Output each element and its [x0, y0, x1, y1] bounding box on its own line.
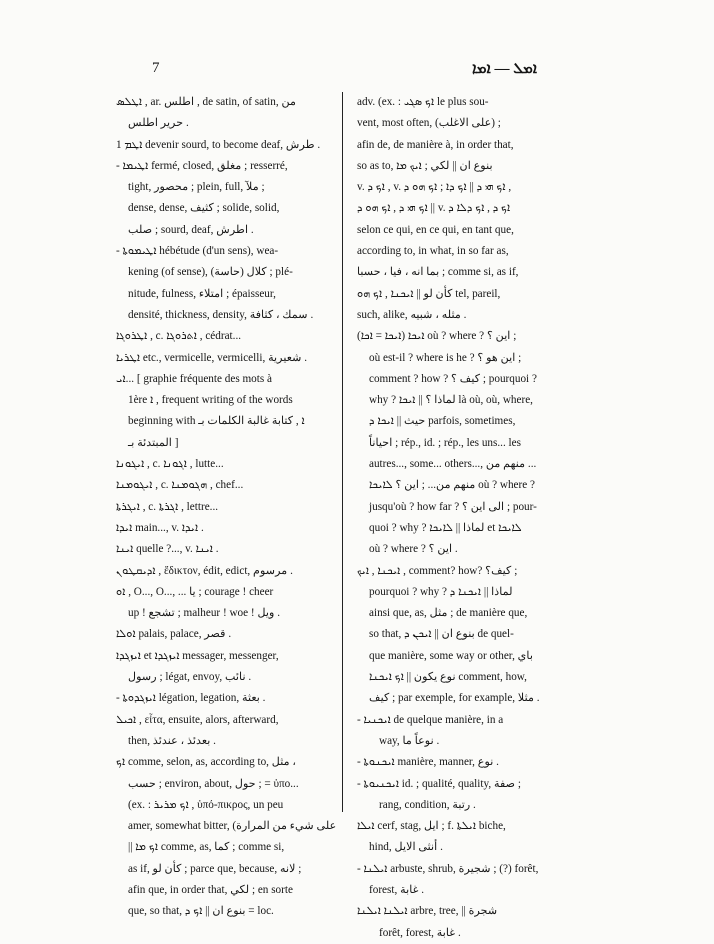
entry-line: où est-il ? where is he ? اين هو ؟ ; [369, 351, 522, 364]
entry-line: ܐܘ , O..., O..., ... يا ; courage ! cheer [116, 585, 274, 598]
entry-line: - ܐܝܙܓܕܘܬܐ légation, legation, بعثة . [116, 692, 266, 705]
right-column [357, 92, 561, 944]
entry-line: autres..., some... others..., منهم من ... [369, 458, 537, 471]
entry-line: كأن لو || ܐܝܟܢܐ , ܐܟ ܗܘ tel, pareil, [357, 287, 501, 300]
entry-line: such, alike, مثله ، شبيه . [357, 308, 467, 321]
entry-line: afin de, de manière à, in order that, [357, 138, 514, 151]
entry-line: que, so that, بنوع ان || ܐܟ ܕ = loc. [128, 905, 274, 918]
entry-line: ܐܝ... [ graphie fréquente des mots à [116, 372, 272, 385]
entry-line: منهم من... ; اين ؟ ܠܐܝܟܐ où ? where ? [369, 479, 535, 492]
entry-line: - ܐܝܟܢܝܘܬܐ id. ; qualité, quality, صفة ; [357, 777, 522, 790]
entry-line: nitude, fulness, امتلاء ; épaisseur, [128, 287, 276, 300]
entry-line: selon ce qui, en ce qui, en tant que, [357, 223, 514, 236]
entry-line: why ? لماذا ؟ || ܐܝܟܐ là où, où, where, [369, 394, 533, 407]
entry-line: as if, كأن لو ; parce que, because, لانه ; [128, 862, 302, 875]
entry-line: - ܐܝܠܢܐ arbuste, shrub, شجيرة ; (?) forêt, [357, 862, 539, 875]
entry-line: ܐܝܕܐ main..., v. ܐܝܕܐ . [116, 521, 204, 534]
entry-line: - ܐܛܝܡܘܬܐ hébétude (d'un sens), wea- [116, 245, 279, 258]
entry-line: où ? where ? اين ؟ . [369, 543, 458, 556]
entry-line: ܐܝܓܘܡܢܐ , c. ܗܓܘܡܢܐ , chef... [116, 479, 244, 492]
entry-line: so that, بنوع ان || ܐܝܟܢ ܕ de quel- [369, 628, 514, 641]
entry-line: بما انه ، فيا ، حسبا ; comme si, as if, [357, 266, 519, 279]
running-title: ܐܡܠ — ܐܡܐ [472, 61, 538, 77]
entry-line: then, بعدئذ ، عندئذ . [128, 734, 216, 747]
entry-line: 1ère ܐ , frequent writing of the words [128, 394, 293, 407]
entry-line: ܐܕܝܩܛܘܢ , ἔδικτον, édit, edict, مرسوم . [116, 564, 293, 577]
entry-line: ܐܝܢܐ quelle ?..., v. ܐܝܢܐ . [116, 543, 219, 556]
entry-line: (ex. : ܐܟ ܡܪܝܪ , ὑπό-πικρος, un peu [128, 798, 284, 811]
page-number: 7 [152, 60, 160, 76]
entry-line: ܐܝܓܘܢܐ , c. ܐܓܘܢܐ , lutte... [116, 458, 224, 471]
entry-line: ܐܛܪܝܐ etc., vermicelle, vermicelli, شعيرية . [116, 351, 308, 364]
entry-line: صلب ; sourd, deaf, اطرش . [128, 223, 254, 236]
entry-line: so as to, بنوع ان || لكي ; ܐܝܟ ܡܐ [357, 159, 493, 172]
entry-line: || ܐܟ ܡܐ comme, as, كما ; comme si, [128, 841, 285, 854]
entry-line: ܐܝܙܓܕܐ et ܐܝܙܓܕܐ messager, messenger, [116, 649, 279, 662]
entry-line: rang, condition, رتبة . [379, 798, 476, 811]
entry-line: ܐܟ ܗܝ ܕ , ܐܟ ܗܘ ܕ || v. ܐܟ ܕ , ܐܟ ܕܠܐ ܕ [357, 202, 511, 215]
entry-line: kening (of sense), (كلال (حاسة ; plé- [128, 266, 293, 279]
entry-line: ܐܝܠܢܐ ܐܝܠܢܐ arbre, tree, || شجرة [357, 905, 498, 918]
entry-line: حيث || ܐܝܟܐ ܕ parfois, sometimes, [369, 415, 516, 428]
entry-line: vent, most often, (على الاغلب) ; [357, 117, 501, 130]
entry-line: jusqu'où ? how far ? الى اين ؟ ; pour- [369, 500, 537, 513]
entry-line: احياناً ; rép., id. ; rép., les uns... les [369, 436, 521, 449]
entry-line: ܐܛܪܘܓܐ , c. ܐܬܪܘܓܐ , cédrat... [116, 330, 242, 343]
entry-line: كيف ; par exemple, for example, مثلا . [369, 692, 540, 705]
entry-line: que manière, some way or other, باي [369, 649, 533, 662]
entry-line: way, نوعاً ما . [379, 734, 440, 747]
entry-line: رسول ; légat, envoy, نائب . [128, 671, 252, 684]
entry-line: ܐܟܝܠ , εἶτα, ensuite, alors, afterward, [116, 713, 279, 726]
entry-line: forêt, forest, غابة . [379, 926, 461, 939]
entry-line: ܐܝܓܪܬܐ , c. ܐܓܪܬܐ , lettre... [116, 500, 219, 513]
entry-line: ܐܝܠܐ cerf, stag, ايل ; f. ܐܝܠܬܐ biche, [357, 820, 506, 833]
entry-line: densité, thickness, density, سمك ، كثافة . [128, 308, 314, 321]
entry-line: forest, غابة . [369, 883, 425, 896]
entry-line: amer, somewhat bitter, (على شيء من المرارة [128, 820, 337, 833]
entry-line: ܐܝܟܢܐ , ܐܝܟ , comment? how? كيف؟ ; [357, 564, 518, 577]
entry-line: المبتدئة بـ ] [128, 436, 179, 449]
entry-line: - ܐܝܟܢܘܬܐ manière, manner, نوع . [357, 756, 499, 769]
entry-line: comment ? how ? كيف ؟ ; pourquoi ? [369, 372, 537, 385]
entry-line: حسب ; environ, about, حول ; = ὑπο... [128, 777, 299, 790]
entry-line: - ܐܝܟܢܝܐ de quelque manière, in a [357, 713, 504, 726]
entry-line: afin que, in order that, لكي ; en sorte [128, 883, 293, 896]
entry-line: dense, dense, كثيف ; solide, solid, [128, 202, 280, 215]
entry-line: (ܐܝܟܐ = ܐܟܐ) ܐܝܟܐ où ? where ? اين ؟ ; [357, 330, 517, 343]
entry-line: ainsi que, as, مثل ; de manière que, [369, 607, 528, 620]
entry-line: hind, أنثى الايل . [369, 841, 443, 854]
entry-line: v. ܐܟ ܕ , v. ܐܟ ܗܝ ܕ || ܐܟ ܕܐ ; ܐܟ ܗܘ ܕ , [357, 181, 512, 194]
entry-line: 1 ܐܛܡ devenir sourd, to become deaf, طرش . [116, 138, 321, 151]
entry-line: ܐܟ comme, selon, as, according to, مثل ، [116, 756, 297, 769]
entry-line: pourquoi ? why ? لماذا || ܐܝܟܢܐ ܕ [369, 585, 513, 598]
entry-line: نوع يكون || ܐܟ ܐܝܟܢܐ comment, how, [369, 671, 527, 684]
entry-line: tight, محصور ; plein, full, ملآ ; [128, 181, 265, 194]
entry-line: adv. (ex. : ܐܟ ܣܓܝ le plus sou- [357, 96, 489, 108]
entry-line: quoi ? why ? لماذا || ܠܐܝܟܐ et ܠܐܝܟܐ [369, 521, 522, 534]
left-column [116, 92, 337, 923]
entry-line: beginning with ܐ , كتابة غالبة الكلمات بـ [128, 415, 305, 428]
entry-line: حرير اطلس . [128, 117, 189, 130]
column-divider [342, 92, 343, 812]
entry-line: according to, in what, in so far as, [357, 245, 509, 258]
entry-line: up ! تشجع ; malheur ! woe ! ويل . [128, 607, 281, 620]
entry-line: - ܐܛܝܡܐ fermé, closed, مغلق ; resserré, [116, 159, 288, 172]
entry-line: ܐܘܠܐ palais, palace, قصر . [116, 628, 232, 641]
entry-line: ܐܛܠܣ , ar. اطلس , de satin, of satin, من [116, 96, 296, 108]
